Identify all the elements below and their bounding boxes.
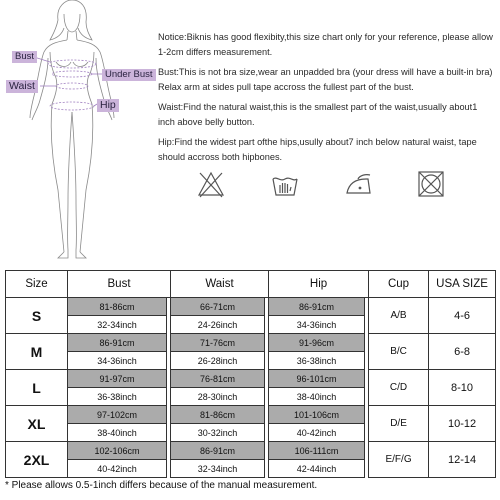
footnote: * Please allows 0.5-1inch differs because of the manual measurement. <box>5 480 318 491</box>
waist-cm-cell: 66-71cm <box>171 298 265 316</box>
table-header-row <box>6 271 496 298</box>
waist-inch-cell: 24-26inch <box>171 316 265 334</box>
table-row <box>6 406 496 424</box>
cup-cell: D/E <box>369 406 429 442</box>
table-row <box>6 298 496 316</box>
hip-inch-cell: 40-42inch <box>269 424 365 442</box>
waist-note: Waist:Find the natural waist,this is the smallest part of the waist,usually about1 inch above belly button. <box>158 102 478 127</box>
hip-inch-cell: 42-44inch <box>269 460 365 478</box>
no-tumble-dry-icon <box>416 169 446 199</box>
size-cell: S <box>6 298 68 334</box>
waist-cm-cell: 81-86cm <box>171 406 265 424</box>
bust-cm-cell: 81-86cm <box>68 298 167 316</box>
hip-cm-cell: 96-101cm <box>269 370 365 388</box>
measurement-notes <box>158 30 496 170</box>
bust-cm-cell: 97-102cm <box>68 406 167 424</box>
bust-note: Bust:This is not bra size,wear an unpadded bra (your dress will have a built-in bra) Relax arm at sides pull tape accross the fullest part of the bust. <box>158 67 493 92</box>
bust-cm-cell: 91-97cm <box>68 370 167 388</box>
header-cup: Cup <box>369 271 429 298</box>
header-usa: USA SIZE <box>429 271 496 298</box>
waist-inch-cell: 26-28inch <box>171 352 265 370</box>
table-row <box>6 370 496 388</box>
usa-size-cell: 4-6 <box>429 298 496 334</box>
size-cell: M <box>6 334 68 370</box>
hip-inch-cell: 36-38inch <box>269 352 365 370</box>
header-size: Size <box>6 271 68 298</box>
size-cell: 2XL <box>6 442 68 478</box>
hip-inch-cell: 34-36inch <box>269 316 365 334</box>
usa-size-cell: 6-8 <box>429 334 496 370</box>
bust-cm-cell: 102-106cm <box>68 442 167 460</box>
waist-cm-cell: 71-76cm <box>171 334 265 352</box>
bust-inch-cell: 36-38inch <box>68 388 167 406</box>
table-row <box>6 334 496 352</box>
hip-note: Hip:Find the widest part ofthe hips,usully about7 inch below natural waist, tape should accross both hipbones. <box>158 137 477 162</box>
hip-cm-cell: 106-111cm <box>269 442 365 460</box>
size-cell: XL <box>6 406 68 442</box>
hip-cm-cell: 91-96cm <box>269 334 365 352</box>
header-waist: Waist <box>171 271 269 298</box>
bust-inch-cell: 32-34inch <box>68 316 167 334</box>
waist-inch-cell: 28-30inch <box>171 388 265 406</box>
waist-inch-cell: 32-34inch <box>171 460 265 478</box>
cup-cell: B/C <box>369 334 429 370</box>
waist-cm-cell: 76-81cm <box>171 370 265 388</box>
body-figure <box>0 0 160 262</box>
hip-inch-cell: 38-40inch <box>269 388 365 406</box>
table-row <box>6 442 496 460</box>
bust-inch-cell: 34-36inch <box>68 352 167 370</box>
cup-cell: E/F/G <box>369 442 429 478</box>
low-iron-icon <box>344 169 374 199</box>
size-cell: L <box>6 370 68 406</box>
cup-cell: A/B <box>369 298 429 334</box>
waist-cm-cell: 86-91cm <box>171 442 265 460</box>
under-bust-label: Under Bust <box>102 69 156 81</box>
usa-size-cell: 8-10 <box>429 370 496 406</box>
bust-cm-cell: 86-91cm <box>68 334 167 352</box>
size-chart-table <box>5 270 496 478</box>
header-hip: Hip <box>269 271 369 298</box>
hip-cm-cell: 101-106cm <box>269 406 365 424</box>
hand-wash-icon <box>270 169 300 199</box>
usa-size-cell: 10-12 <box>429 406 496 442</box>
waist-inch-cell: 30-32inch <box>171 424 265 442</box>
usa-size-cell: 12-14 <box>429 442 496 478</box>
bust-label: Bust <box>12 51 37 63</box>
waist-label: Waist <box>6 80 38 93</box>
bust-inch-cell: 38-40inch <box>68 424 167 442</box>
care-icons <box>196 169 446 199</box>
cup-cell: C/D <box>369 370 429 406</box>
hip-cm-cell: 86-91cm <box>269 298 365 316</box>
no-bleach-icon <box>196 169 226 199</box>
notice-note: Notice:Biknis has good flexibity,this size chart only for your reference, please allow 1-2cm differs measurement. <box>158 32 493 57</box>
header-bust: Bust <box>68 271 171 298</box>
bust-inch-cell: 40-42inch <box>68 460 167 478</box>
woman-silhouette-icon <box>0 0 160 262</box>
hip-label: Hip <box>97 99 119 112</box>
